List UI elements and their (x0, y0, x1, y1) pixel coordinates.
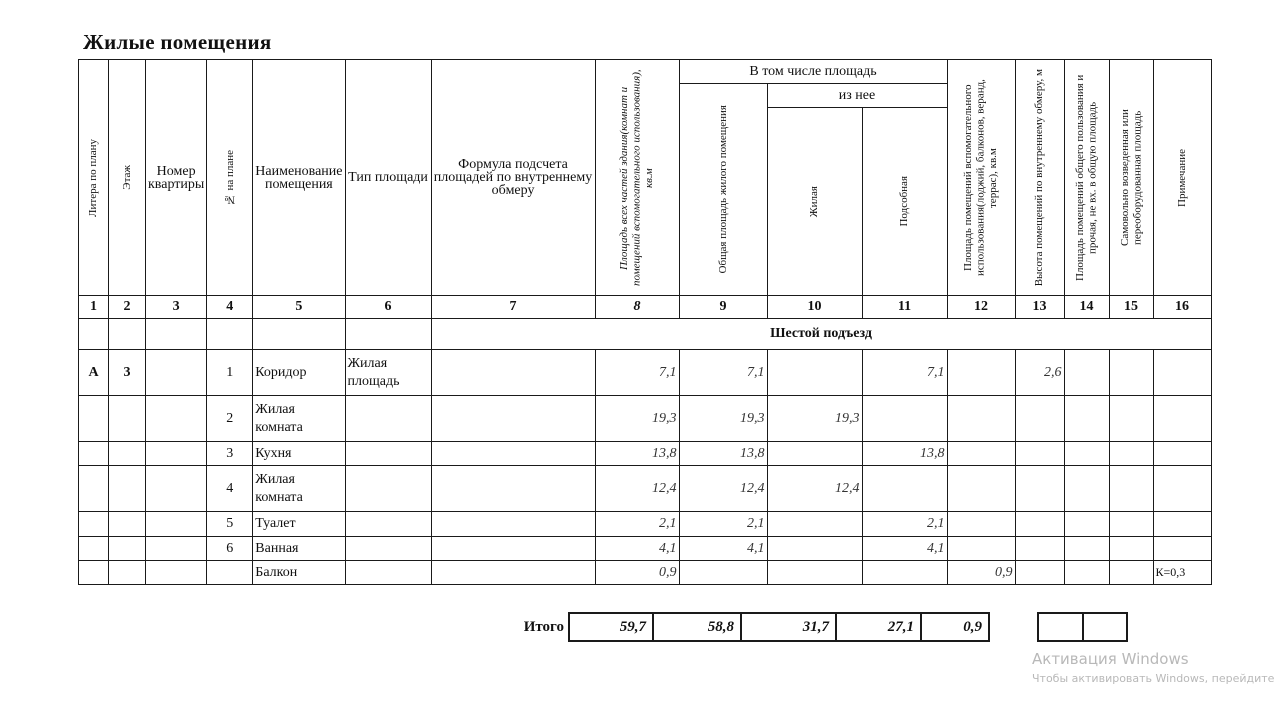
column-numbers-row: 1 2 3 4 5 6 7 8 9 10 11 12 13 14 15 16 (79, 296, 1212, 319)
rooms-table (78, 59, 1212, 585)
header-subgroup: из нее (767, 84, 947, 108)
cell-plan-number: 5 (207, 512, 253, 537)
totals-unauthorized (1083, 613, 1127, 641)
cell-plan-number: 6 (207, 537, 253, 561)
cell-room-name: Кухня (253, 442, 345, 466)
cell-auxiliary: 4,1 (862, 537, 947, 561)
header-living: Жилая (767, 108, 862, 296)
cell-living (767, 537, 862, 561)
table-row (79, 350, 1212, 396)
table-row (79, 512, 1212, 537)
header-total-living: Общая площадь жилого помещения (679, 84, 767, 296)
header-common: Площадь помещений общего пользования и прочая, не вх. в общую площадь (1064, 60, 1109, 296)
cell-plan-number: 1 (207, 350, 253, 396)
header-area-type: Тип площади (345, 60, 431, 296)
totals-living: 31,7 (741, 613, 836, 641)
cell-living (767, 512, 862, 537)
totals-table (503, 612, 1128, 642)
page-title: Жилые помещения (83, 30, 272, 54)
header-litera: Литера по плану (79, 60, 109, 296)
cell-height: 2,6 (1015, 350, 1064, 396)
cell-auxiliary: 7,1 (862, 350, 947, 396)
cell-vspom: 0,9 (947, 561, 1015, 585)
cell-living: 19,3 (767, 396, 862, 442)
header-note: Примечание (1153, 60, 1211, 296)
cell-total-all: 4,1 (595, 537, 679, 561)
cell-total-living: 7,1 (679, 350, 767, 396)
cell-room-name: Ванная (253, 537, 345, 561)
header-unauthorized: Самовольно возведенная или переоборудованная площадь (1109, 60, 1153, 296)
cell-auxiliary: 13,8 (862, 442, 947, 466)
cell-room-name: Коридор (253, 350, 345, 396)
header-apartment: Номер квартиры (146, 60, 207, 296)
cell-auxiliary (862, 396, 947, 442)
header-height: Высота помещений по внутреннему обмеру, м (1015, 60, 1064, 296)
header-room-name: Наименование помещения (253, 60, 345, 296)
totals-total-living: 58,8 (653, 613, 741, 641)
cell-room-name: Балкон (253, 561, 345, 585)
cell-living: 12,4 (767, 466, 862, 512)
cell-total-living: 12,4 (679, 466, 767, 512)
cell-room-name: Жилая комната (253, 396, 345, 442)
header-group-including: В том числе площадь (679, 60, 947, 84)
cell-note: К=0,3 (1153, 561, 1211, 585)
cell-total-living: 19,3 (679, 396, 767, 442)
header-total-all: Площадь всех частей здания(комнат и помещений вспомогательного использования), кв.м (595, 60, 679, 296)
section-title: Шестой подъезд (431, 319, 1211, 350)
cell-total-all: 2,1 (595, 512, 679, 537)
cell-room-name: Жилая комната (253, 466, 345, 512)
cell-area-type: Жилая площадь (345, 350, 431, 396)
cell-total-all: 13,8 (595, 442, 679, 466)
header-plan-number: № на плане (207, 60, 253, 296)
cell-plan-number: 4 (207, 466, 253, 512)
cell-floor: 3 (109, 350, 146, 396)
cell-total-living: 2,1 (679, 512, 767, 537)
totals-common (1038, 613, 1083, 641)
totals-vspom: 0,9 (921, 613, 989, 641)
totals-label: Итого (523, 618, 564, 635)
cell-total-living: 13,8 (679, 442, 767, 466)
cell-total-all: 19,3 (595, 396, 679, 442)
cell-litera: А (79, 350, 109, 396)
header-formula: Формула подсчета площадей по внутреннему обмеру (431, 60, 595, 296)
cell-plan-number: 3 (207, 442, 253, 466)
cell-plan-number: 2 (207, 396, 253, 442)
table-row (79, 466, 1212, 512)
cell-total-all: 7,1 (595, 350, 679, 396)
table-row (79, 537, 1212, 561)
table-row (79, 561, 1212, 585)
section-row (79, 319, 1212, 350)
cell-total-all: 12,4 (595, 466, 679, 512)
cell-total-living: 4,1 (679, 537, 767, 561)
cell-total-all: 0,9 (595, 561, 679, 585)
header-floor: Этаж (109, 60, 146, 296)
cell-room-name: Туалет (253, 512, 345, 537)
totals-total-all: 59,7 (569, 613, 653, 641)
header-vspom: Площадь помещений вспомогательного использования(лоджий, балконов, веранд, террас), кв.м (947, 60, 1015, 296)
table-row (79, 396, 1212, 442)
header-auxiliary: Подсобная (862, 108, 947, 296)
totals-auxiliary: 27,1 (836, 613, 921, 641)
cell-auxiliary: 2,1 (862, 512, 947, 537)
cell-auxiliary (862, 466, 947, 512)
table-row (79, 442, 1212, 466)
windows-activation-watermark: Активация Windows Чтобы активировать Windows, перейдите (1032, 650, 1275, 685)
cell-living (767, 442, 862, 466)
